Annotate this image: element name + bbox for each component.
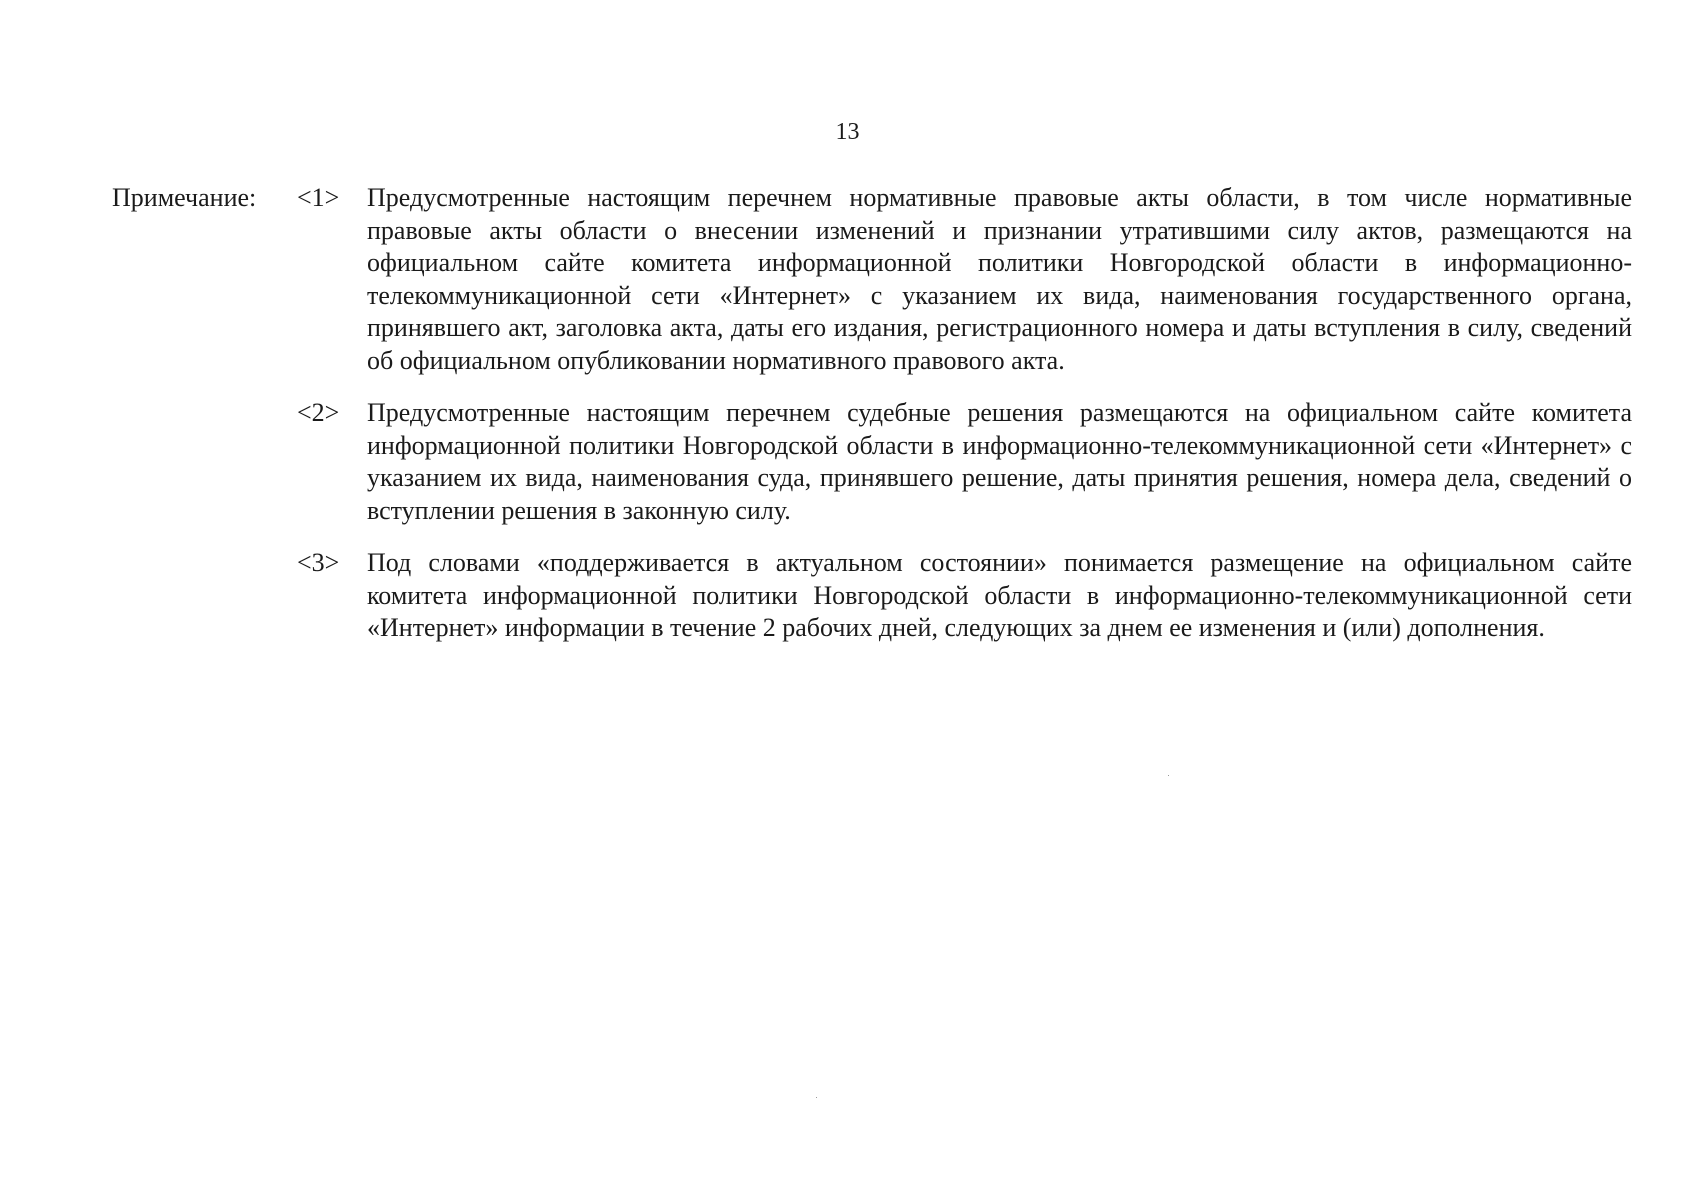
note-marker: <1>	[297, 183, 340, 212]
note-item	[112, 182, 1632, 377]
note-item	[112, 397, 1632, 527]
notes-label: Примечание:	[112, 183, 257, 212]
note-text: Под словами «поддерживается в актуальном состоянии» понимается размещение на официальном сайте комитета информационной политики Новгородской области в информационно-телекоммуникационной сети «Интернет» информации в течение 2 рабочих дней, следующих за днем ее изменения и (или) дополнения.	[367, 548, 1632, 642]
scan-speck	[816, 1097, 817, 1098]
note-marker: <3>	[297, 548, 340, 577]
page-number: 13	[835, 119, 860, 145]
note-text: Предусмотренные настоящим перечнем судебные решения размещаются на официальном сайте комитета информационной политики Новгородской области в информационно-телекоммуникационной сети «Интернет» с указанием их вида, наименования суда, принявшего решение, даты принятия решения, номера дела, сведений о вступлении решения в законную силу.	[367, 398, 1632, 525]
note-text: Предусмотренные настоящим перечнем нормативные правовые акты области, в том числе нормативные правовые акты области о внесении изменений и признании утратившими силу актов, размещаются на официальном сайте комитета информационной политики Новгородской области в информационно-телекоммуникационной сети «Интернет» с указанием их вида, наименования государственного органа, принявшего акт, заголовка акта, даты его издания, регистрационного номера и даты вступления в силу, сведений об официальном опубликовании нормативного правового акта.	[367, 183, 1632, 375]
note-item	[112, 547, 1632, 645]
scan-speck	[1168, 775, 1169, 776]
notes-section	[112, 182, 1632, 665]
note-marker: <2>	[297, 398, 340, 427]
